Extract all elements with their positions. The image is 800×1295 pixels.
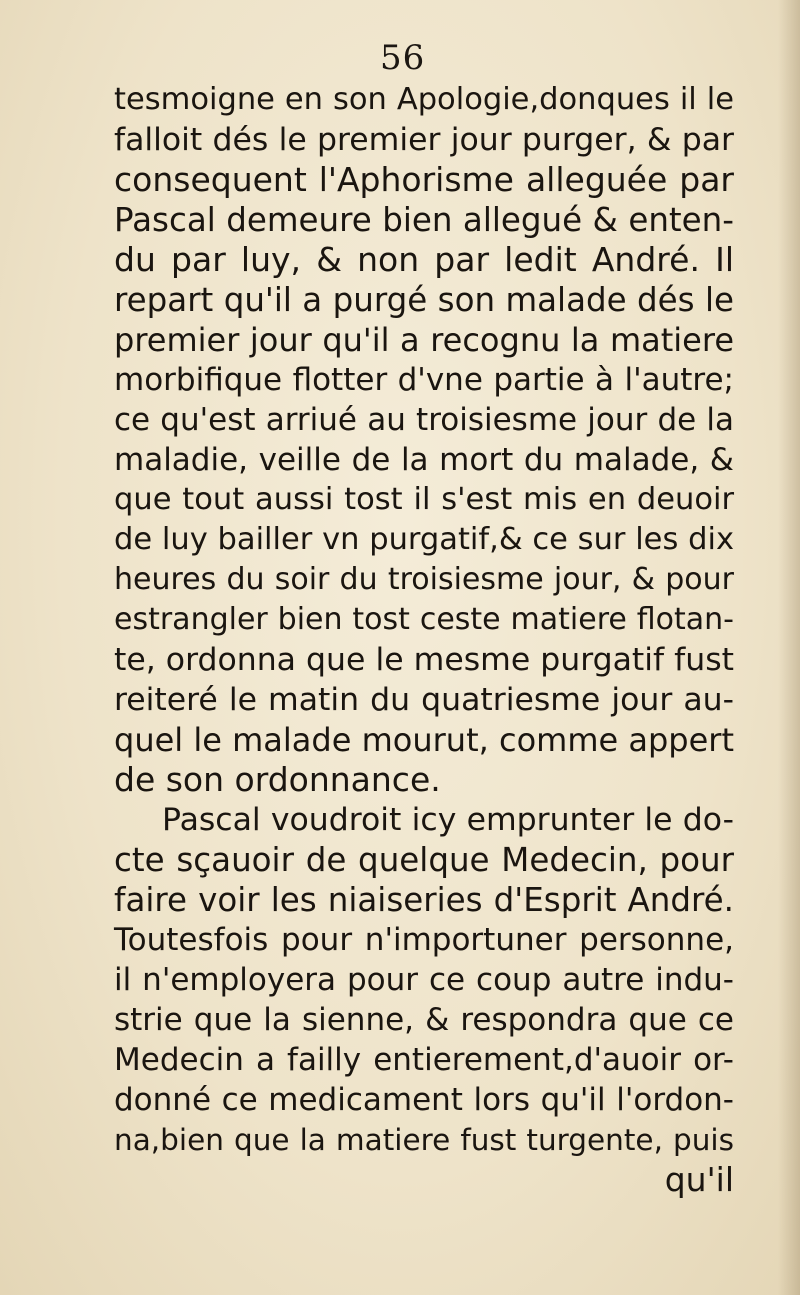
text-line: Toutesfois pour n'importuner personne,: [114, 922, 734, 958]
text-line: ce qu'est arriué au troisiesme jour de la: [114, 402, 734, 438]
text-line: repart qu'il a purgé son malade dés le: [114, 281, 734, 319]
text-line: premier jour qu'il a recognu la matiere: [114, 321, 734, 359]
text-line: faire voir les niaiseries d'Esprit André.: [114, 881, 734, 919]
text-line: Medecin a failly entierement,d'auoir or-: [114, 1042, 734, 1078]
text-line: Pascal demeure bien allegué & enten-: [114, 201, 734, 239]
text-line: te, ordonna que le mesme purgatif fust: [114, 642, 734, 678]
text-line: maladie, veille de la mort du malade, &: [114, 442, 734, 478]
page-number: 56: [380, 38, 426, 78]
text-line: tesmoigne en son Apologie,donques il le: [114, 82, 734, 117]
text-line: na,bien que la matiere fust turgente, puis: [114, 1123, 734, 1157]
text-line: il n'employera pour ce coup autre indu-: [114, 962, 734, 998]
text-line: morbifique flotter d'vne partie à l'autre;: [114, 362, 734, 398]
text-line: falloit dés le premier jour purger, & par: [114, 122, 734, 158]
text-line: de son ordonnance.: [114, 760, 441, 799]
text-line: quel le malade mourut, comme appert: [114, 721, 734, 759]
text-line: consequent l'Aphorisme alleguée par: [114, 160, 734, 199]
text-line: Pascal voudroit icy emprunter le do-: [162, 802, 734, 838]
text-line: cte sçauoir de quelque Medecin, pour: [114, 841, 734, 879]
text-line: heures du soir du troisiesme jour, & pour: [114, 562, 734, 597]
text-line: que tout aussi tost il s'est mis en deuoir: [114, 482, 734, 517]
body-text: [114, 80, 734, 1200]
text-line: de luy bailler vn purgatif,& ce sur les dix: [114, 522, 734, 557]
text-line: du par luy, & non par ledit André. Il: [114, 240, 734, 279]
text-line: reiteré le matin du quatriesme jour au-: [114, 682, 734, 718]
text-line: estrangler bien tost ceste matiere flotan-: [114, 602, 734, 637]
text-line: donné ce medicament lors qu'il l'ordon-: [114, 1082, 734, 1118]
text-line: strie que la sienne, & respondra que ce: [114, 1002, 734, 1038]
catchword: qu'il: [664, 1160, 734, 1199]
page-gutter-shadow: [778, 0, 800, 1295]
